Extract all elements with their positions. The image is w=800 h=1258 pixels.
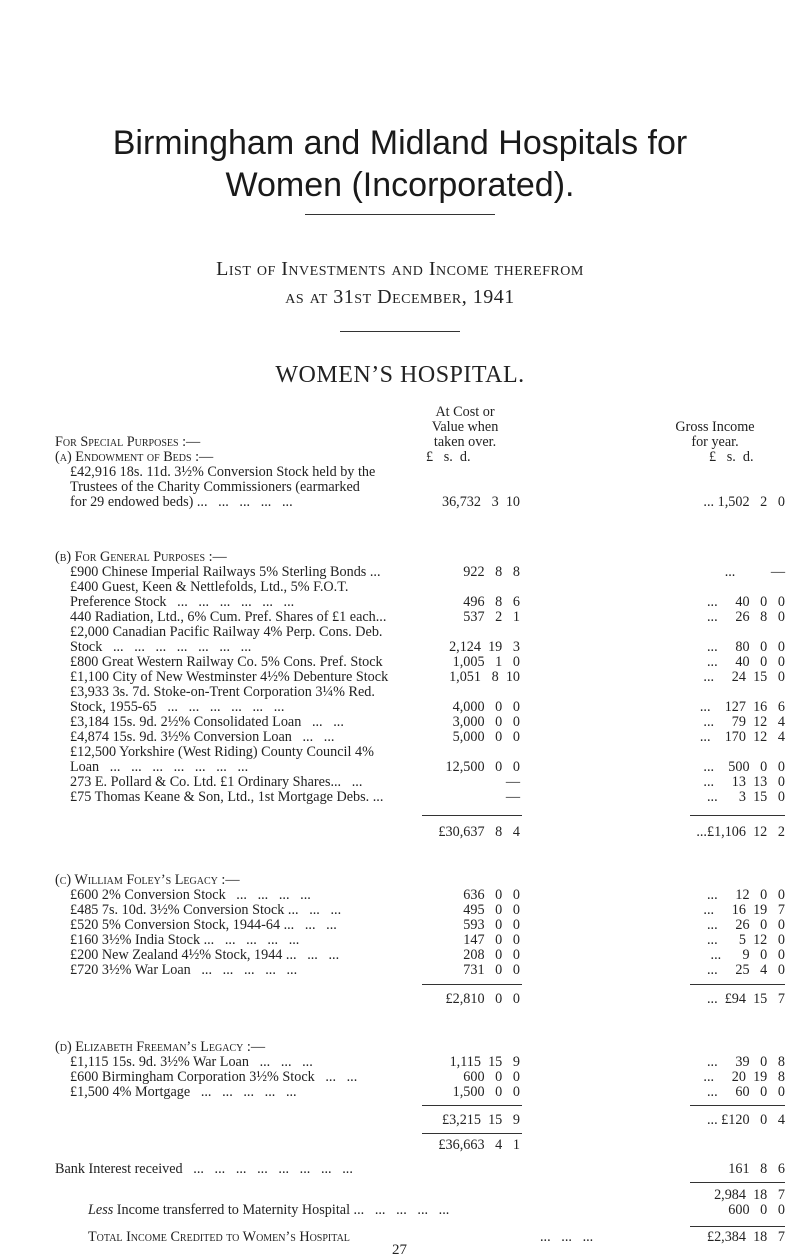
general-row-income: ... 26 8 0 [706,609,785,625]
general-row-cost: 1,051 8 10 [449,669,520,685]
list-heading-line1: List of Investments and Income therefrom [216,258,584,280]
freeman-total-income: ... £120 0 4 [706,1112,785,1128]
foley-row-cost: 636 0 0 [463,887,520,903]
general-row-cost: 5,000 0 0 [452,729,520,745]
less-transfer-text: Income transferred to Maternity Hospital ... ... ... ... ... [113,1202,450,1218]
cost-currency-header: £ s. d. [426,449,471,465]
foley-row-cost: 593 0 0 [463,917,520,933]
foley-row-cost: 208 0 0 [463,947,520,963]
freeman-row-cost: 1,500 0 0 [452,1084,520,1100]
general-row-income: ... 40 0 0 [706,594,785,610]
foley-row-label: £485 7s. 10d. 3½% Conversion Stock ... ... ... [70,902,342,918]
endowment-income: ... 1,502 2 0 [703,494,785,510]
freeman-cost-rule [422,1105,522,1106]
general-row-cost: 1,005 1 0 [452,654,520,670]
general-row-cost: 3,000 0 0 [452,714,520,730]
freeman-row-income: ... 20 19 8 [703,1069,785,1085]
general-row-label: £3,184 15s. 9d. 2½% Consolidated Loan ... ... [70,714,344,730]
general-row-label: £400 Guest, Keen & Nettlefolds, Ltd., 5% F.O.T. [70,579,349,595]
bank-interest-label: Bank Interest received ... ... ... ... ... ... ... ... [55,1161,353,1177]
special-purposes-heading: For Special Purposes :— [55,434,201,450]
title-divider [305,214,495,215]
freeman-row-cost: 1,115 15 9 [449,1054,520,1070]
general-row-label: £4,874 15s. 9d. 3½% Conversion Loan ... ... [70,729,335,745]
cost-header-line3: taken over. [433,434,497,450]
freeman-row-income: ... 39 0 8 [706,1054,785,1070]
foley-row-income: ... 26 0 0 [706,917,785,933]
general-row-label-cont: Loan ... ... ... ... ... ... ... [70,759,249,775]
general-row-label-cont: Stock, 1955-65 ... ... ... ... ... ... [70,699,285,715]
general-row-income: ... — [724,564,785,580]
foley-row-income: ... 16 19 7 [703,902,785,918]
general-row-income: ... 3 15 0 [706,789,785,805]
bank-interest-income: 161 8 6 [728,1161,785,1177]
list-heading-line2: as at 31st December, 1941 [285,286,515,308]
general-row-income: ... 24 15 0 [703,669,785,685]
freeman-row-label: £1,500 4% Mortgage ... ... ... ... ... [70,1084,297,1100]
general-cost-rule [422,815,522,816]
foley-row-label: £600 2% Conversion Stock ... ... ... ... [70,887,311,903]
foley-row-label: £720 3½% War Loan ... ... ... ... ... [70,962,298,978]
less-transfer-income: 600 0 0 [728,1202,785,1218]
foley-row-cost: 731 0 0 [463,962,520,978]
foley-row-label: £520 5% Conversion Stock, 1944-64 ... ... ... [70,917,337,933]
general-income-rule [690,815,785,816]
foley-cost-rule [422,984,522,985]
foley-legacy-heading: (c) William Foley’s Legacy :— [55,872,240,888]
income-currency-header: £ s. d. [709,449,754,465]
foley-row-income: ... 12 0 0 [706,887,785,903]
income-header-line2: for year. [691,434,739,450]
page-number: 27 [392,1242,407,1258]
general-row-label-cont: Stock ... ... ... ... ... ... ... [70,639,252,655]
freeman-income-rule [690,1105,785,1106]
general-row-label: 440 Radiation, Ltd., 6% Cum. Pref. Shares of £1 each... [70,609,387,625]
grand-total-cost: £36,663 4 1 [438,1137,520,1153]
freeman-row-income: ... 60 0 0 [706,1084,785,1100]
total-top-rule [690,1226,785,1227]
freeman-total-cost: £3,215 15 9 [441,1112,520,1128]
total-credited-dots: ... ... ... [540,1229,594,1245]
document-title-line2: Women (Incorporated). [225,166,575,204]
endowment-heading: (a) Endowment of Beds :— [55,449,214,465]
hospital-heading: WOMEN’S HOSPITAL. [275,362,525,388]
income-header-line1: Gross Income [675,419,755,435]
document-title-line1: Birmingham and Midland Hospitals for [112,124,688,162]
subtitle-divider [340,331,460,332]
total-credited-income: £2,384 18 7 [706,1229,785,1245]
freeman-row-label: £1,115 15s. 9d. 3½% War Loan ... ... ... [70,1054,313,1070]
foley-row-label: £160 3½% India Stock ... ... ... ... ... [70,932,300,948]
foley-total-cost: £2,810 0 0 [445,991,520,1007]
general-row-cost: 496 8 6 [463,594,520,610]
endowment-line1: £42,916 18s. 11d. 3½% Conversion Stock held by the [70,464,376,480]
foley-row-income: ... 5 12 0 [706,932,785,948]
general-row-cost: 537 2 1 [463,609,520,625]
freeman-legacy-heading: (d) Elizabeth Freeman’s Legacy :— [55,1039,266,1055]
general-total-cost: £30,637 8 4 [438,824,520,840]
foley-total-income: ... £94 15 7 [706,991,785,1007]
foley-income-rule [690,984,785,985]
general-row-cost: 2,124 19 3 [449,639,520,655]
general-row-cost: — [505,774,520,790]
general-row-label: £2,000 Canadian Pacific Railway 4% Perp. Cons. Deb. [70,624,383,640]
general-total-income: ...£1,106 12 2 [696,824,785,840]
general-row-income: ... 79 12 4 [703,714,785,730]
foley-row-income: ... 9 0 0 [710,947,785,963]
freeman-row-cost: 600 0 0 [463,1069,520,1085]
general-row-label: £12,500 Yorkshire (West Riding) County Council 4% [70,744,374,760]
foley-row-cost: 147 0 0 [463,932,520,948]
general-row-income: ... 40 0 0 [706,654,785,670]
general-row-cost: 4,000 0 0 [452,699,520,715]
less-word: Less [88,1202,114,1218]
cost-header-line2: Value when [431,419,499,435]
general-row-label: £900 Chinese Imperial Railways 5% Sterling Bonds ... [70,564,381,580]
general-row-cost: 922 8 8 [463,564,520,580]
general-row-cost: 12,500 0 0 [445,759,520,775]
endowment-line3: for 29 endowed beds) ... ... ... ... ... [70,494,293,510]
general-row-label: £3,933 3s. 7d. Stoke-on-Trent Corporation 3¼% Red. [70,684,375,700]
foley-row-cost: 495 0 0 [463,902,520,918]
foley-row-income: ... 25 4 0 [706,962,785,978]
general-row-label: £1,100 City of New Westminster 4½% Debenture Stock [70,669,389,685]
subtotal-income: 2,984 18 7 [714,1187,785,1203]
foley-row-label: £200 New Zealand 4½% Stock, 1944 ... ... ... [70,947,340,963]
cost-header-line1: At Cost or [435,404,495,420]
freeman-row-label: £600 Birmingham Corporation 3½% Stock ... ... [70,1069,358,1085]
endowment-cost: 36,732 3 10 [441,494,520,510]
general-row-label-cont: Preference Stock ... ... ... ... ... ... [70,594,295,610]
general-row-income: ... 170 12 4 [699,729,785,745]
grand-cost-rule [422,1133,522,1134]
total-credited-label: Total Income Credited to Women’s Hospital [88,1229,350,1245]
general-row-label: £75 Thomas Keane & Son, Ltd., 1st Mortgage Debs. ... [70,789,384,805]
general-row-label: 273 E. Pollard & Co. Ltd. £1 Ordinary Shares... ... [70,774,363,790]
general-row-label: £800 Great Western Railway Co. 5% Cons. Pref. Stock [70,654,383,670]
subtotal-rule [690,1182,785,1183]
less-transfer-label [88,1203,449,1218]
general-row-income: ... 13 13 0 [703,774,785,790]
general-row-cost: — [505,789,520,805]
general-row-income: ... 127 16 6 [699,699,785,715]
general-purposes-heading: (b) For General Purposes :— [55,549,227,565]
general-row-income: ... 500 0 0 [703,759,785,775]
endowment-line2: Trustees of the Charity Commissioners (earmarked [70,479,360,495]
general-row-income: ... 80 0 0 [706,639,785,655]
